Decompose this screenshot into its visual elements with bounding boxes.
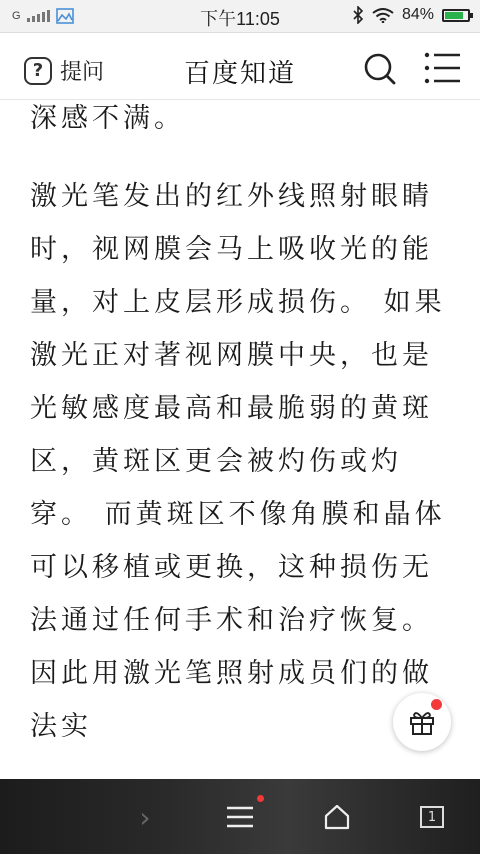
notification-dot	[431, 699, 442, 710]
battery-icon	[442, 9, 470, 22]
status-bar	[0, 0, 480, 33]
ask-question-button[interactable]	[24, 55, 104, 86]
answer-paragraph: 激光笔发出的红外线照射眼睛时，视网膜会马上吸收光的能量，对上皮层形成损伤。 如果激光正对著视网膜中央，也是光敏感度最高和最脆弱的黄斑区，黄斑区更会被灼伤或灼穿。 而黄斑区不像角膜和晶体可以移植或更换，这种损伤无法通过任何手术和治疗恢复。 因此用激光笔照射成员们的做法实	[30, 181, 446, 742]
app-header	[0, 33, 480, 100]
status-time: 下午11:05	[200, 9, 280, 29]
bottom-navigation-bar	[0, 779, 480, 854]
ask-question-label: 提问	[60, 60, 105, 85]
search-button[interactable]	[362, 51, 398, 87]
question-icon: ?	[24, 57, 52, 85]
header-menu-button[interactable]	[424, 51, 462, 85]
gift-button[interactable]	[393, 693, 451, 751]
chevron-right-icon: ›	[139, 800, 151, 834]
forward-button[interactable]	[130, 799, 160, 835]
search-icon	[362, 51, 398, 87]
battery-percent: 84%	[401, 6, 434, 23]
status-bar-right	[352, 6, 470, 24]
menu-icon	[225, 805, 255, 829]
home-button[interactable]	[320, 799, 354, 835]
bluetooth-icon	[352, 6, 364, 24]
home-icon	[323, 804, 351, 830]
wifi-icon	[372, 7, 394, 23]
page-title: 百度知道	[183, 59, 296, 89]
browser-menu-button[interactable]	[222, 799, 258, 835]
tabs-button[interactable]	[418, 799, 446, 835]
answer-content	[30, 92, 450, 753]
notification-dot	[257, 795, 264, 802]
gift-icon	[408, 708, 436, 736]
battery-level-fill	[445, 12, 463, 19]
tabs-count: 1	[420, 806, 444, 828]
carrier-label: G	[12, 10, 21, 22]
answer-paragraph: 深感不满。	[30, 103, 185, 134]
menu-icon	[424, 51, 462, 85]
